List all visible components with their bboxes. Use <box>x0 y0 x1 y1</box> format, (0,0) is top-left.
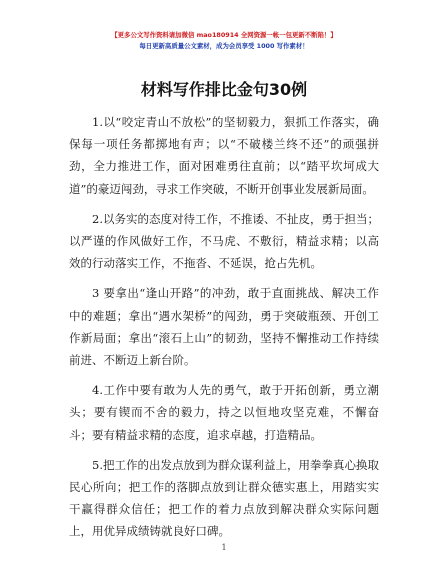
paragraph-5: 5.把工作的出发点放到为群众谋利益上，用拳拳真心换取民心所向；把工作的落脚点放到让群众德实惠上，用踏实实干赢得群众信任；把工作的着力点放到解决群众实际问题上，用优异成绩铸就良好口碑。 <box>69 457 379 539</box>
document-body <box>69 111 379 551</box>
paragraph-4: 4.工作中要有敢为人先的勇气，敢于开拓创新，勇立潮头；要有锲而不舍的毅力，持之以恒地攻坚克难，不懈奋斗；要有精益求精的态度，追求卓越，打造精品。 <box>69 383 379 442</box>
promo-banner <box>0 30 448 52</box>
page-number: 1 <box>221 543 227 552</box>
promo-banner-line-1: 【更多公文写作资料请加微信 mao180914 全网资源一帐一包更新不断陷！】 <box>111 31 337 39</box>
paragraph-1: 1.以“咬定青山不放松”的坚韧毅力，狠抓工作落实，确保每一项任务都掷地有声；以“不破楼兰终不还”的顽强拼劲，全力推进工作，面对困难勇往直前；以“踏平坎坷成大道”的豪迈闯劲，寻求工作突破，不断开创事业发展新局面。 <box>69 115 379 196</box>
paragraph-2: 2.以务实的态度对待工作，不推诿、不扯皮，勇于担当；以严谨的作风做好工作，不马虎、不敷衍，精益求精；以高效的行动落实工作，不拖沓、不延误，抢占先机。 <box>69 211 379 271</box>
paragraph-3: 3 要拿出“逢山开路”的冲劲，敢于直面挑战、解决工作中的难题；拿出“遇水架桥”的闯劲，勇于突破瓶颈、开创工作新局面；拿出“滚石上山”的韧劲，坚持不懈推动工作持续前进、不断迈上新台阶。 <box>69 286 379 368</box>
promo-banner-line-2: 每日更新高质量公文素材，成为会员享受 1000 写作素材！ <box>139 42 309 50</box>
document-title: 材料写作排比金句30例 <box>140 80 308 99</box>
